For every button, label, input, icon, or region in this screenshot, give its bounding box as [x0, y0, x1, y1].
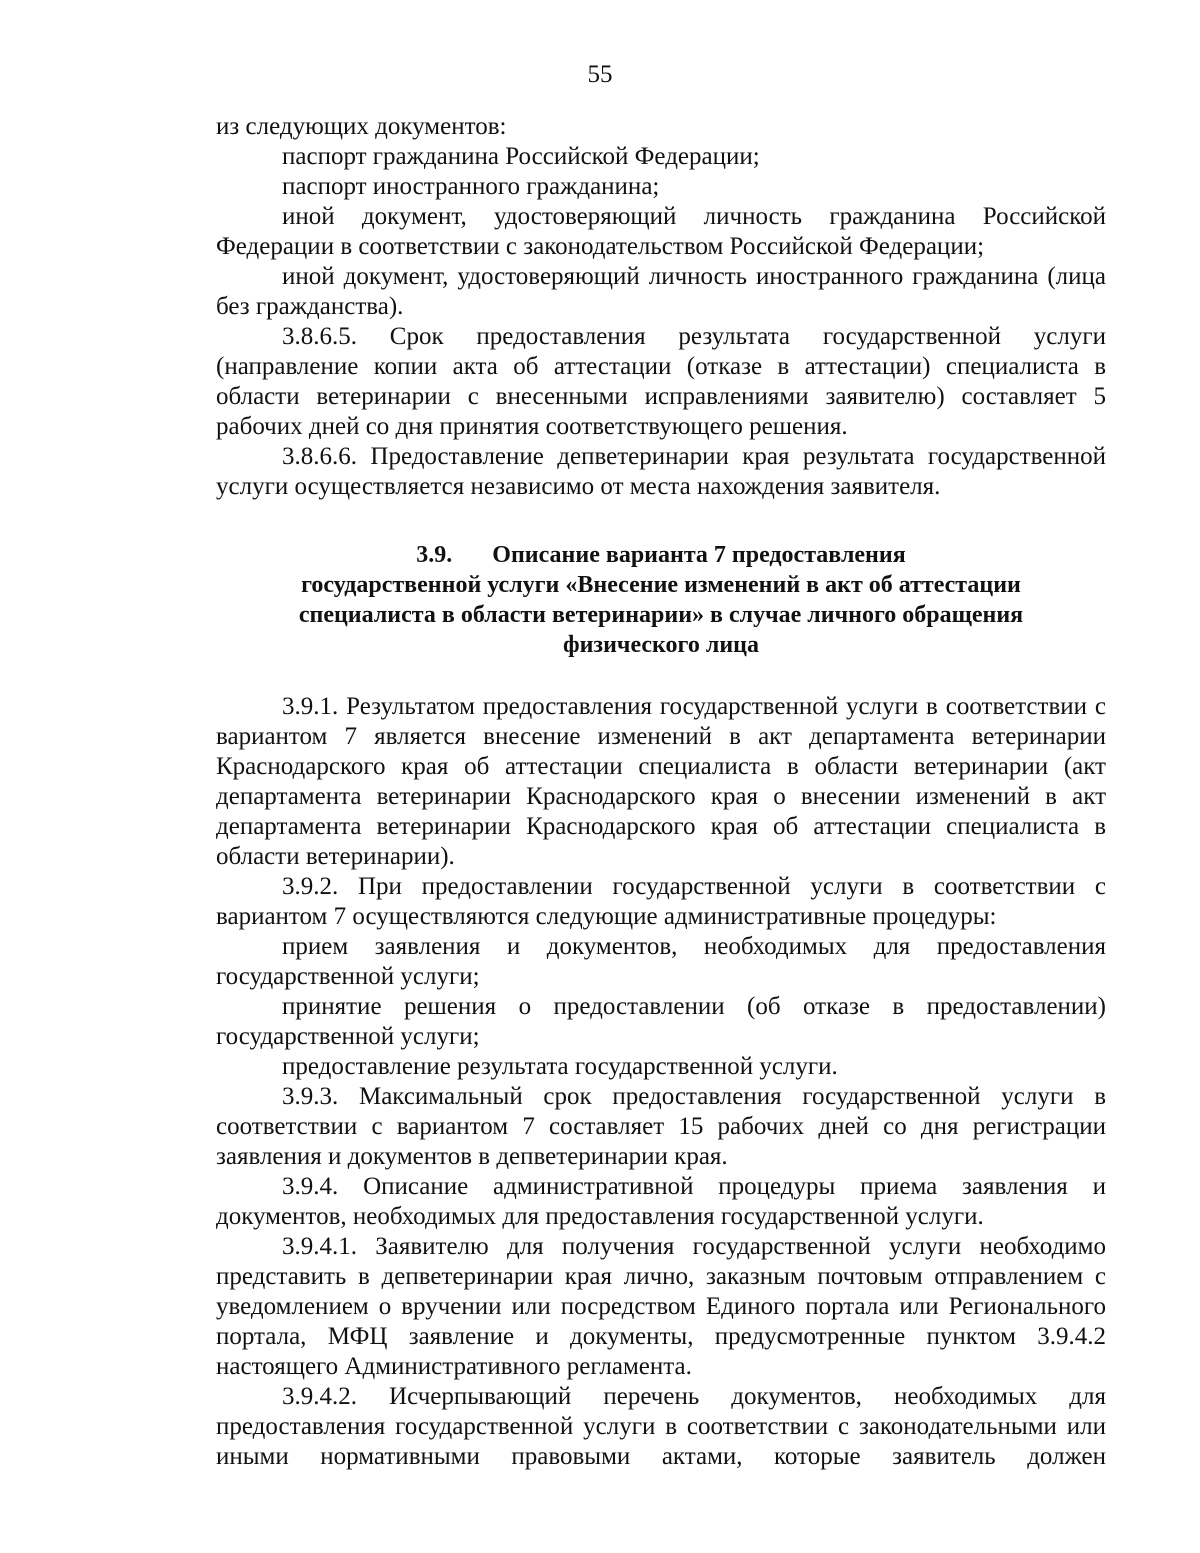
paragraph: 3.8.6.5. Срок предоставления результата государственной услуги (направление копии акта об аттестации (отказе в аттестации) специалиста в области ветеринарии с внесенными исправлениями заявителю) составляет 5 рабочих дней со дня принятия соответствующего решения. — [216, 323, 1106, 440]
section-number: 3.9. — [416, 542, 453, 568]
paragraph: 3.9.2. При предоставлении государственной услуги в соответствии с вариантом 7 осуществляются следующие административные процедуры: — [216, 873, 1106, 930]
section-heading-first-line — [216, 540, 1106, 570]
paragraph: иной документ, удостоверяющий личность гражданина Российской Федерации в соответствии с законодательством Российской Федерации; — [216, 203, 1106, 260]
section-title-line: специалиста в области ветеринарии» в случае личного обращения — [298, 602, 1024, 628]
paragraph: 3.9.4.2. Исчерпывающий перечень документов, необходимых для предоставления государственной услуги в соответствии с законодательными или иными нормативными правовыми актами, которые заявитель должен — [216, 1383, 1106, 1470]
page-number: 55 — [587, 61, 613, 88]
paragraph: 3.9.1. Результатом предоставления государственной услуги в соответствии с вариантом 7 является внесение изменений в акт департамента ветеринарии Краснодарского края об аттестации специалиста в области ветеринарии (акт департамента ветеринарии Краснодарского края о внесении изменений в акт департамента ветеринарии Краснодарского края об аттестации специалиста в области ветеринарии). — [216, 693, 1106, 870]
section-title-line: государственной услуги «Внесение изменений в акт об аттестации — [301, 572, 1021, 598]
paragraph: 3.9.4.1. Заявителю для получения государственной услуги необходимо представить в депветеринарии края лично, заказным почтовым отправлением с уведомлением о вручении или посредством Единого портала или Регионального портала, МФЦ заявление и документы, предусмотренные пунктом 3.9.4.2 настоящего Административного регламента. — [216, 1233, 1106, 1380]
document-body — [216, 112, 1106, 1472]
paragraphs-after-section — [216, 692, 1106, 1472]
paragraph: принятие решения о предоставлении (об отказе в предоставлении) государственной услуги; — [216, 993, 1106, 1050]
paragraph: паспорт иностранного гражданина; — [282, 173, 660, 200]
paragraph: иной документ, удостоверяющий личность иностранного гражданина (лица без гражданства). — [216, 263, 1106, 320]
paragraph: прием заявления и документов, необходимых для предоставления государственной услуги; — [216, 933, 1106, 990]
paragraphs-before-section — [216, 112, 1106, 502]
paragraph: 3.8.6.6. Предоставление депветеринарии края результата государственной услуги осуществляется независимо от места нахождения заявителя. — [216, 443, 1106, 500]
section-heading — [216, 540, 1106, 660]
paragraph: 3.9.3. Максимальный срок предоставления государственной услуги в соответствии с вариантом 7 составляет 15 рабочих дней со дня регистрации заявления и документов в депветеринарии края. — [216, 1083, 1106, 1170]
paragraph: 3.9.4. Описание административной процедуры приема заявления и документов, необходимых для предоставления государственной услуги. — [216, 1173, 1106, 1230]
paragraph: из следующих документов: — [216, 113, 507, 140]
paragraph: паспорт гражданина Российской Федерации; — [282, 143, 760, 170]
paragraph: предоставление результата государственной услуги. — [282, 1053, 838, 1080]
section-title-line: физического лица — [563, 632, 759, 658]
section-title-line: Описание варианта 7 предоставления — [492, 542, 906, 568]
